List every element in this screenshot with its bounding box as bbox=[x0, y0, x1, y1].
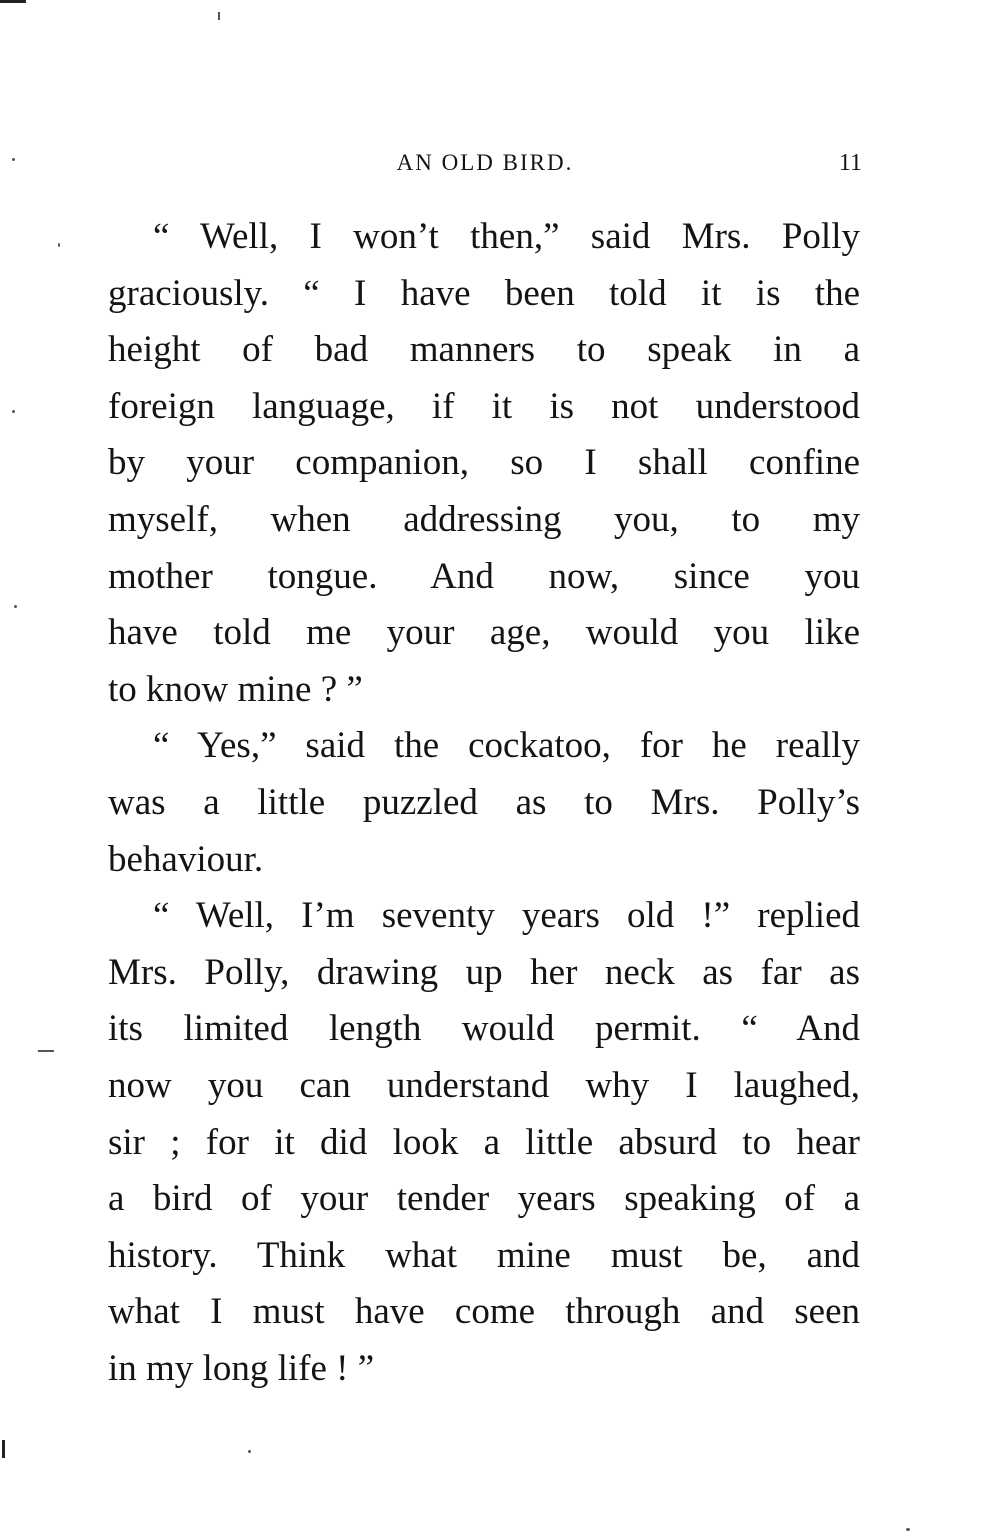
text-line: what I must have come through and seen bbox=[108, 1291, 860, 1333]
text-line: by your companion, so I shall confine bbox=[108, 442, 860, 484]
text-line: mother tongue. And now, since you bbox=[108, 555, 860, 597]
scan-speck bbox=[12, 410, 15, 413]
text-line: “ Well, I won’t then,” said Mrs. Polly bbox=[153, 216, 860, 257]
scan-speck bbox=[248, 1450, 251, 1453]
text-line: to know mine ? ” bbox=[108, 668, 363, 710]
scan-speck bbox=[0, 0, 26, 3]
scan-speck bbox=[2, 1440, 5, 1458]
text-line: height of bad manners to speak in a bbox=[108, 329, 860, 371]
text-line: behaviour. bbox=[108, 838, 264, 880]
text-line: have told me your age, would you like bbox=[108, 612, 860, 654]
text-line: “ Yes,” said the cockatoo, for he really bbox=[153, 725, 860, 767]
scan-speck bbox=[12, 158, 15, 161]
scan-speck bbox=[14, 605, 17, 608]
scan-speck bbox=[906, 1528, 910, 1531]
scan-speck bbox=[38, 1050, 54, 1052]
text-line: a bird of your tender years speaking of a bbox=[108, 1178, 860, 1220]
text-line: now you can understand why I laughed, bbox=[108, 1064, 860, 1106]
text-line: myself, when addressing you, to my bbox=[108, 498, 860, 540]
scan-speck bbox=[218, 12, 220, 20]
running-head bbox=[108, 150, 862, 180]
page-number: 11 bbox=[838, 150, 862, 176]
text-line: in my long life ! ” bbox=[108, 1347, 375, 1389]
text-line: sir ; for it did look a little absurd to hear bbox=[108, 1121, 860, 1163]
text-line: history. Think what mine must be, and bbox=[108, 1234, 860, 1276]
scan-speck bbox=[58, 243, 60, 247]
body-text bbox=[108, 209, 860, 1397]
text-line: foreign language, if it is not understood bbox=[108, 385, 860, 427]
text-line: Mrs. Polly, drawing up her neck as far as bbox=[108, 951, 860, 993]
text-line: its limited length would permit. “ And bbox=[108, 1008, 860, 1050]
text-line: was a little puzzled as to Mrs. Polly’s bbox=[108, 781, 860, 823]
running-title: AN OLD BIRD. bbox=[396, 150, 574, 175]
text-line: graciously. “ I have been told it is the bbox=[108, 272, 860, 314]
text-line: “ Well, I’m seventy years old !” replied bbox=[153, 895, 860, 937]
